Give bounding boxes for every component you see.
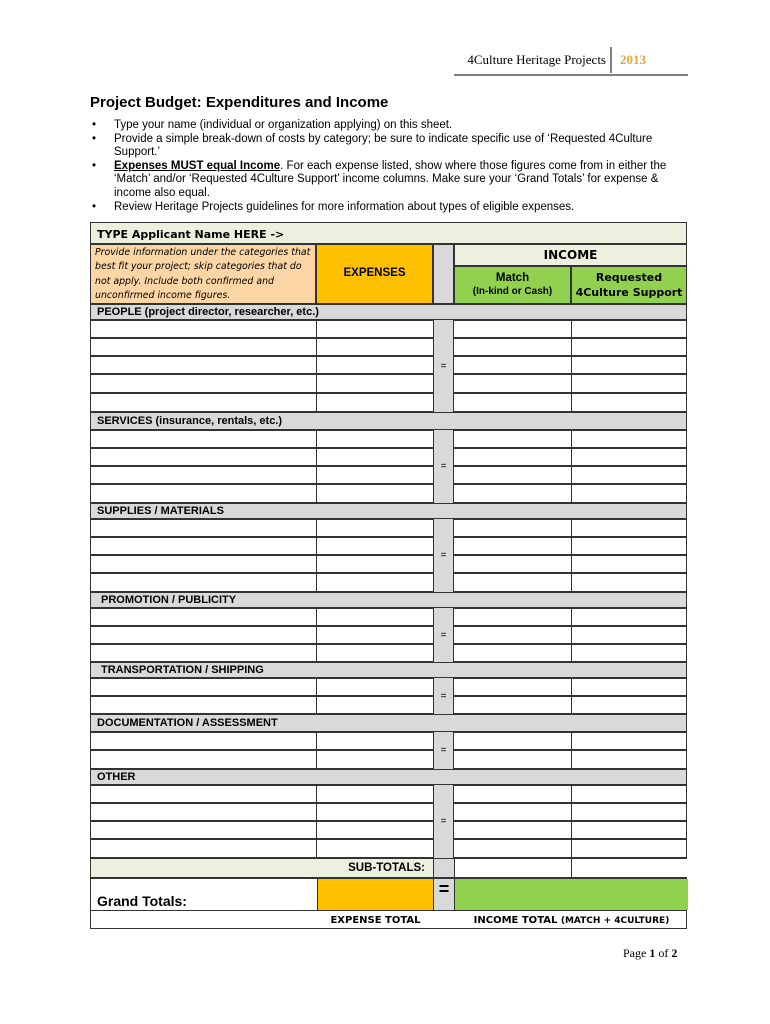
equals-column-header [433, 244, 454, 304]
requested-amount-cell[interactable] [572, 357, 688, 373]
requested-amount-cell[interactable] [572, 538, 688, 554]
requested-amount-cell[interactable] [572, 751, 688, 768]
match-amount-cell[interactable] [455, 645, 572, 661]
subtotals-label: SUB-TOTALS: [91, 859, 434, 877]
requested-amount-cell[interactable] [572, 556, 688, 572]
instruction-text: Review Heritage Projects guidelines for more information about types of eligible expenses. [114, 200, 575, 213]
match-amount-cell[interactable] [455, 679, 572, 695]
section-equals-cell: = [433, 678, 454, 714]
totals-label-row [90, 911, 687, 929]
match-amount-cell[interactable] [455, 556, 572, 572]
item-description-cell[interactable] [91, 574, 317, 591]
subtotals-equals-cell [434, 859, 455, 877]
instruction-text: Provide a simple break-down of costs by category; be sure to indicate specific use of ‘Requested 4Culture Support.’ [114, 132, 653, 159]
item-description-cell[interactable] [91, 321, 317, 337]
entry-row [90, 320, 687, 338]
requested-amount-cell[interactable] [572, 339, 688, 355]
requested-amount-cell[interactable] [572, 375, 688, 392]
item-description-cell[interactable] [91, 538, 317, 554]
income-total-text: INCOME TOTAL [473, 915, 558, 926]
section-equals-cell: = [433, 785, 454, 858]
requested-amount-cell[interactable] [572, 786, 688, 802]
expense-amount-cell[interactable] [317, 375, 434, 392]
match-header-label: Match [495, 272, 530, 284]
page-number [623, 946, 677, 961]
match-amount-cell[interactable] [455, 538, 572, 554]
section-transportation: TRANSPORTATION / SHIPPING [90, 662, 687, 678]
entry-row [90, 678, 687, 696]
entry-row [90, 519, 687, 537]
entry-row [90, 466, 687, 484]
item-description-cell[interactable] [91, 431, 317, 447]
match-amount-cell[interactable] [455, 574, 572, 591]
entry-row [90, 555, 687, 573]
match-amount-cell[interactable] [455, 375, 572, 392]
match-amount-cell[interactable] [455, 449, 572, 465]
expense-amount-cell[interactable] [317, 645, 434, 661]
expenses-column-header: EXPENSES [316, 244, 433, 304]
expense-amount-cell[interactable] [317, 520, 434, 536]
section-equals-cell: = [433, 732, 454, 769]
instruction-text: . For each expense listed, show where those figures come from in either the ‘Match’ and/or ‘Requested 4Culture Support’ income columns. Make sure your ‘Grand Totals’ for expense & income also equal. [114, 159, 667, 199]
match-amount-cell[interactable] [455, 751, 572, 768]
requested-amount-cell[interactable] [572, 733, 688, 749]
requested-amount-cell[interactable] [572, 645, 688, 661]
requested-amount-cell[interactable] [572, 449, 688, 465]
grand-totals-label: Grand Totals: [97, 893, 187, 909]
instruction-item [90, 119, 690, 133]
expense-amount-cell[interactable] [317, 840, 434, 857]
entry-row [90, 608, 687, 626]
page-header [0, 47, 688, 75]
instruction-item [90, 160, 690, 201]
match-amount-cell[interactable] [455, 467, 572, 483]
entry-row [90, 644, 687, 662]
expense-amount-cell[interactable] [317, 679, 434, 695]
item-description-cell[interactable] [91, 697, 317, 713]
instruction-item [90, 201, 690, 215]
requested-amount-cell[interactable] [572, 321, 688, 337]
requested-amount-cell[interactable] [572, 431, 688, 447]
entry-row [90, 338, 687, 356]
requested-amount-cell[interactable] [572, 574, 688, 591]
requested-amount-cell[interactable] [572, 804, 688, 820]
entry-row [90, 821, 687, 839]
income-total-label [455, 915, 688, 926]
instructions-list [90, 119, 690, 214]
subtotal-match-cell[interactable] [455, 859, 572, 877]
section-services: SERVICES (insurance, rentals, etc.) [90, 412, 687, 430]
item-description-cell[interactable] [91, 679, 317, 695]
entry-row [90, 803, 687, 821]
expense-amount-cell[interactable] [317, 804, 434, 820]
match-amount-cell[interactable] [455, 609, 572, 625]
requested-amount-cell[interactable] [572, 520, 688, 536]
expense-amount-cell[interactable] [317, 627, 434, 643]
expense-amount-cell[interactable] [317, 556, 434, 572]
subtotals-row [90, 858, 687, 878]
expense-amount-cell[interactable] [317, 574, 434, 591]
entry-row [90, 573, 687, 592]
match-amount-cell[interactable] [455, 485, 572, 502]
item-description-cell[interactable] [91, 357, 317, 373]
item-description-cell[interactable] [91, 786, 317, 802]
section-other: OTHER [90, 769, 687, 785]
match-amount-cell[interactable] [455, 394, 572, 411]
header-year: 2013 [620, 52, 646, 67]
instruction-text: Type your name (individual or organization applying) on this sheet. [114, 119, 453, 131]
item-description-cell[interactable] [91, 840, 317, 857]
match-amount-cell[interactable] [455, 804, 572, 820]
expense-amount-cell[interactable] [317, 394, 434, 411]
item-description-cell[interactable] [91, 627, 317, 643]
expense-amount-cell[interactable] [317, 609, 434, 625]
requested-amount-cell[interactable] [572, 609, 688, 625]
requested-amount-cell[interactable] [572, 485, 688, 502]
entry-row [90, 785, 687, 803]
match-amount-cell[interactable] [455, 520, 572, 536]
item-description-cell[interactable] [91, 645, 317, 661]
grand-income-total-cell[interactable] [455, 879, 688, 910]
grand-totals-row [90, 878, 687, 911]
match-amount-cell[interactable] [455, 431, 572, 447]
expense-amount-cell[interactable] [317, 431, 434, 447]
match-amount-cell[interactable] [455, 321, 572, 337]
item-description-cell[interactable] [91, 733, 317, 749]
item-description-cell[interactable] [91, 609, 317, 625]
match-amount-cell[interactable] [455, 357, 572, 373]
expense-amount-cell[interactable] [317, 751, 434, 768]
requested-amount-cell[interactable] [572, 679, 688, 695]
expense-amount-cell[interactable] [317, 339, 434, 355]
category-instructions-note: Provide information under the categories that best fit your project; skip categories that do not apply. Include both confirmed and unconfirmed income figures. [90, 244, 316, 304]
entry-row [90, 696, 687, 714]
item-description-cell[interactable] [91, 339, 317, 355]
grand-expense-total-cell[interactable] [317, 879, 434, 910]
expense-amount-cell[interactable] [317, 822, 434, 838]
requested-header-line1: Requested [595, 271, 663, 284]
match-amount-cell[interactable] [455, 339, 572, 355]
requested-header-line2: 4Culture Support [575, 286, 683, 299]
item-description-cell[interactable] [91, 394, 317, 411]
income-total-note: (MATCH + 4CULTURE) [560, 916, 670, 926]
entry-row [90, 537, 687, 555]
expense-amount-cell[interactable] [317, 697, 434, 713]
entry-row [90, 430, 687, 448]
match-amount-cell[interactable] [455, 786, 572, 802]
entry-row [90, 839, 687, 858]
item-description-cell[interactable] [91, 449, 317, 465]
entry-row [90, 732, 687, 750]
entry-row [90, 393, 687, 412]
instruction-emphasis: Expenses MUST equal Income [114, 159, 281, 172]
item-description-cell[interactable] [91, 556, 317, 572]
section-equals-cell: = [433, 430, 454, 503]
header-org-title: 4Culture Heritage Projects [467, 52, 606, 67]
applicant-name-field[interactable]: TYPE Applicant Name HERE -> [90, 222, 687, 244]
section-equals-cell: = [433, 320, 454, 412]
entry-row [90, 626, 687, 644]
item-description-cell[interactable] [91, 375, 317, 392]
match-amount-cell[interactable] [455, 822, 572, 838]
requested-amount-cell[interactable] [572, 697, 688, 713]
section-people: PEOPLE (project director, researcher, etc.) [90, 304, 687, 320]
header-separator [610, 47, 612, 73]
page-title: Project Budget: Expenditures and Income [90, 94, 389, 111]
entry-row [90, 750, 687, 769]
match-header-sublabel: (In-kind or Cash) [472, 286, 553, 297]
expense-amount-cell[interactable] [317, 467, 434, 483]
match-amount-cell[interactable] [455, 733, 572, 749]
item-description-cell[interactable] [91, 467, 317, 483]
expense-amount-cell[interactable] [317, 485, 434, 502]
section-equals-cell: = [433, 608, 454, 662]
entry-row [90, 356, 687, 374]
subtotal-requested-cell[interactable] [572, 859, 688, 877]
instruction-item [90, 133, 690, 160]
item-description-cell[interactable] [91, 751, 317, 768]
item-description-cell[interactable] [91, 520, 317, 536]
entry-row [90, 484, 687, 503]
expense-amount-cell[interactable] [317, 538, 434, 554]
item-description-cell[interactable] [91, 804, 317, 820]
page-prefix: Page [623, 946, 647, 960]
match-amount-cell[interactable] [455, 627, 572, 643]
entry-row [90, 448, 687, 466]
requested-amount-cell[interactable] [572, 822, 688, 838]
section-supplies: SUPPLIES / MATERIALS [90, 503, 687, 519]
requested-amount-cell[interactable] [572, 467, 688, 483]
requested-support-column-header [571, 266, 687, 304]
income-column-header: INCOME [454, 244, 687, 266]
header-rule [454, 74, 688, 76]
match-column-header [454, 266, 571, 304]
page-total: 2 [671, 946, 678, 960]
entry-row [90, 374, 687, 393]
expense-total-label: EXPENSE TOTAL [330, 915, 421, 926]
section-equals-cell: = [433, 519, 454, 592]
item-description-cell[interactable] [91, 485, 317, 502]
expense-amount-cell[interactable] [317, 449, 434, 465]
requested-amount-cell[interactable] [572, 394, 688, 411]
section-documentation: DOCUMENTATION / ASSESSMENT [90, 714, 687, 732]
requested-amount-cell[interactable] [572, 840, 688, 857]
requested-amount-cell[interactable] [572, 627, 688, 643]
expense-amount-cell[interactable] [317, 733, 434, 749]
expense-amount-cell[interactable] [317, 786, 434, 802]
expense-amount-cell[interactable] [317, 321, 434, 337]
item-description-cell[interactable] [91, 822, 317, 838]
grand-equals-sign: = [434, 879, 455, 910]
match-amount-cell[interactable] [455, 697, 572, 713]
match-amount-cell[interactable] [455, 840, 572, 857]
page-current: 1 [649, 946, 656, 960]
page-of: of [658, 946, 669, 960]
section-promotion: PROMOTION / PUBLICITY [90, 592, 687, 608]
expense-amount-cell[interactable] [317, 357, 434, 373]
